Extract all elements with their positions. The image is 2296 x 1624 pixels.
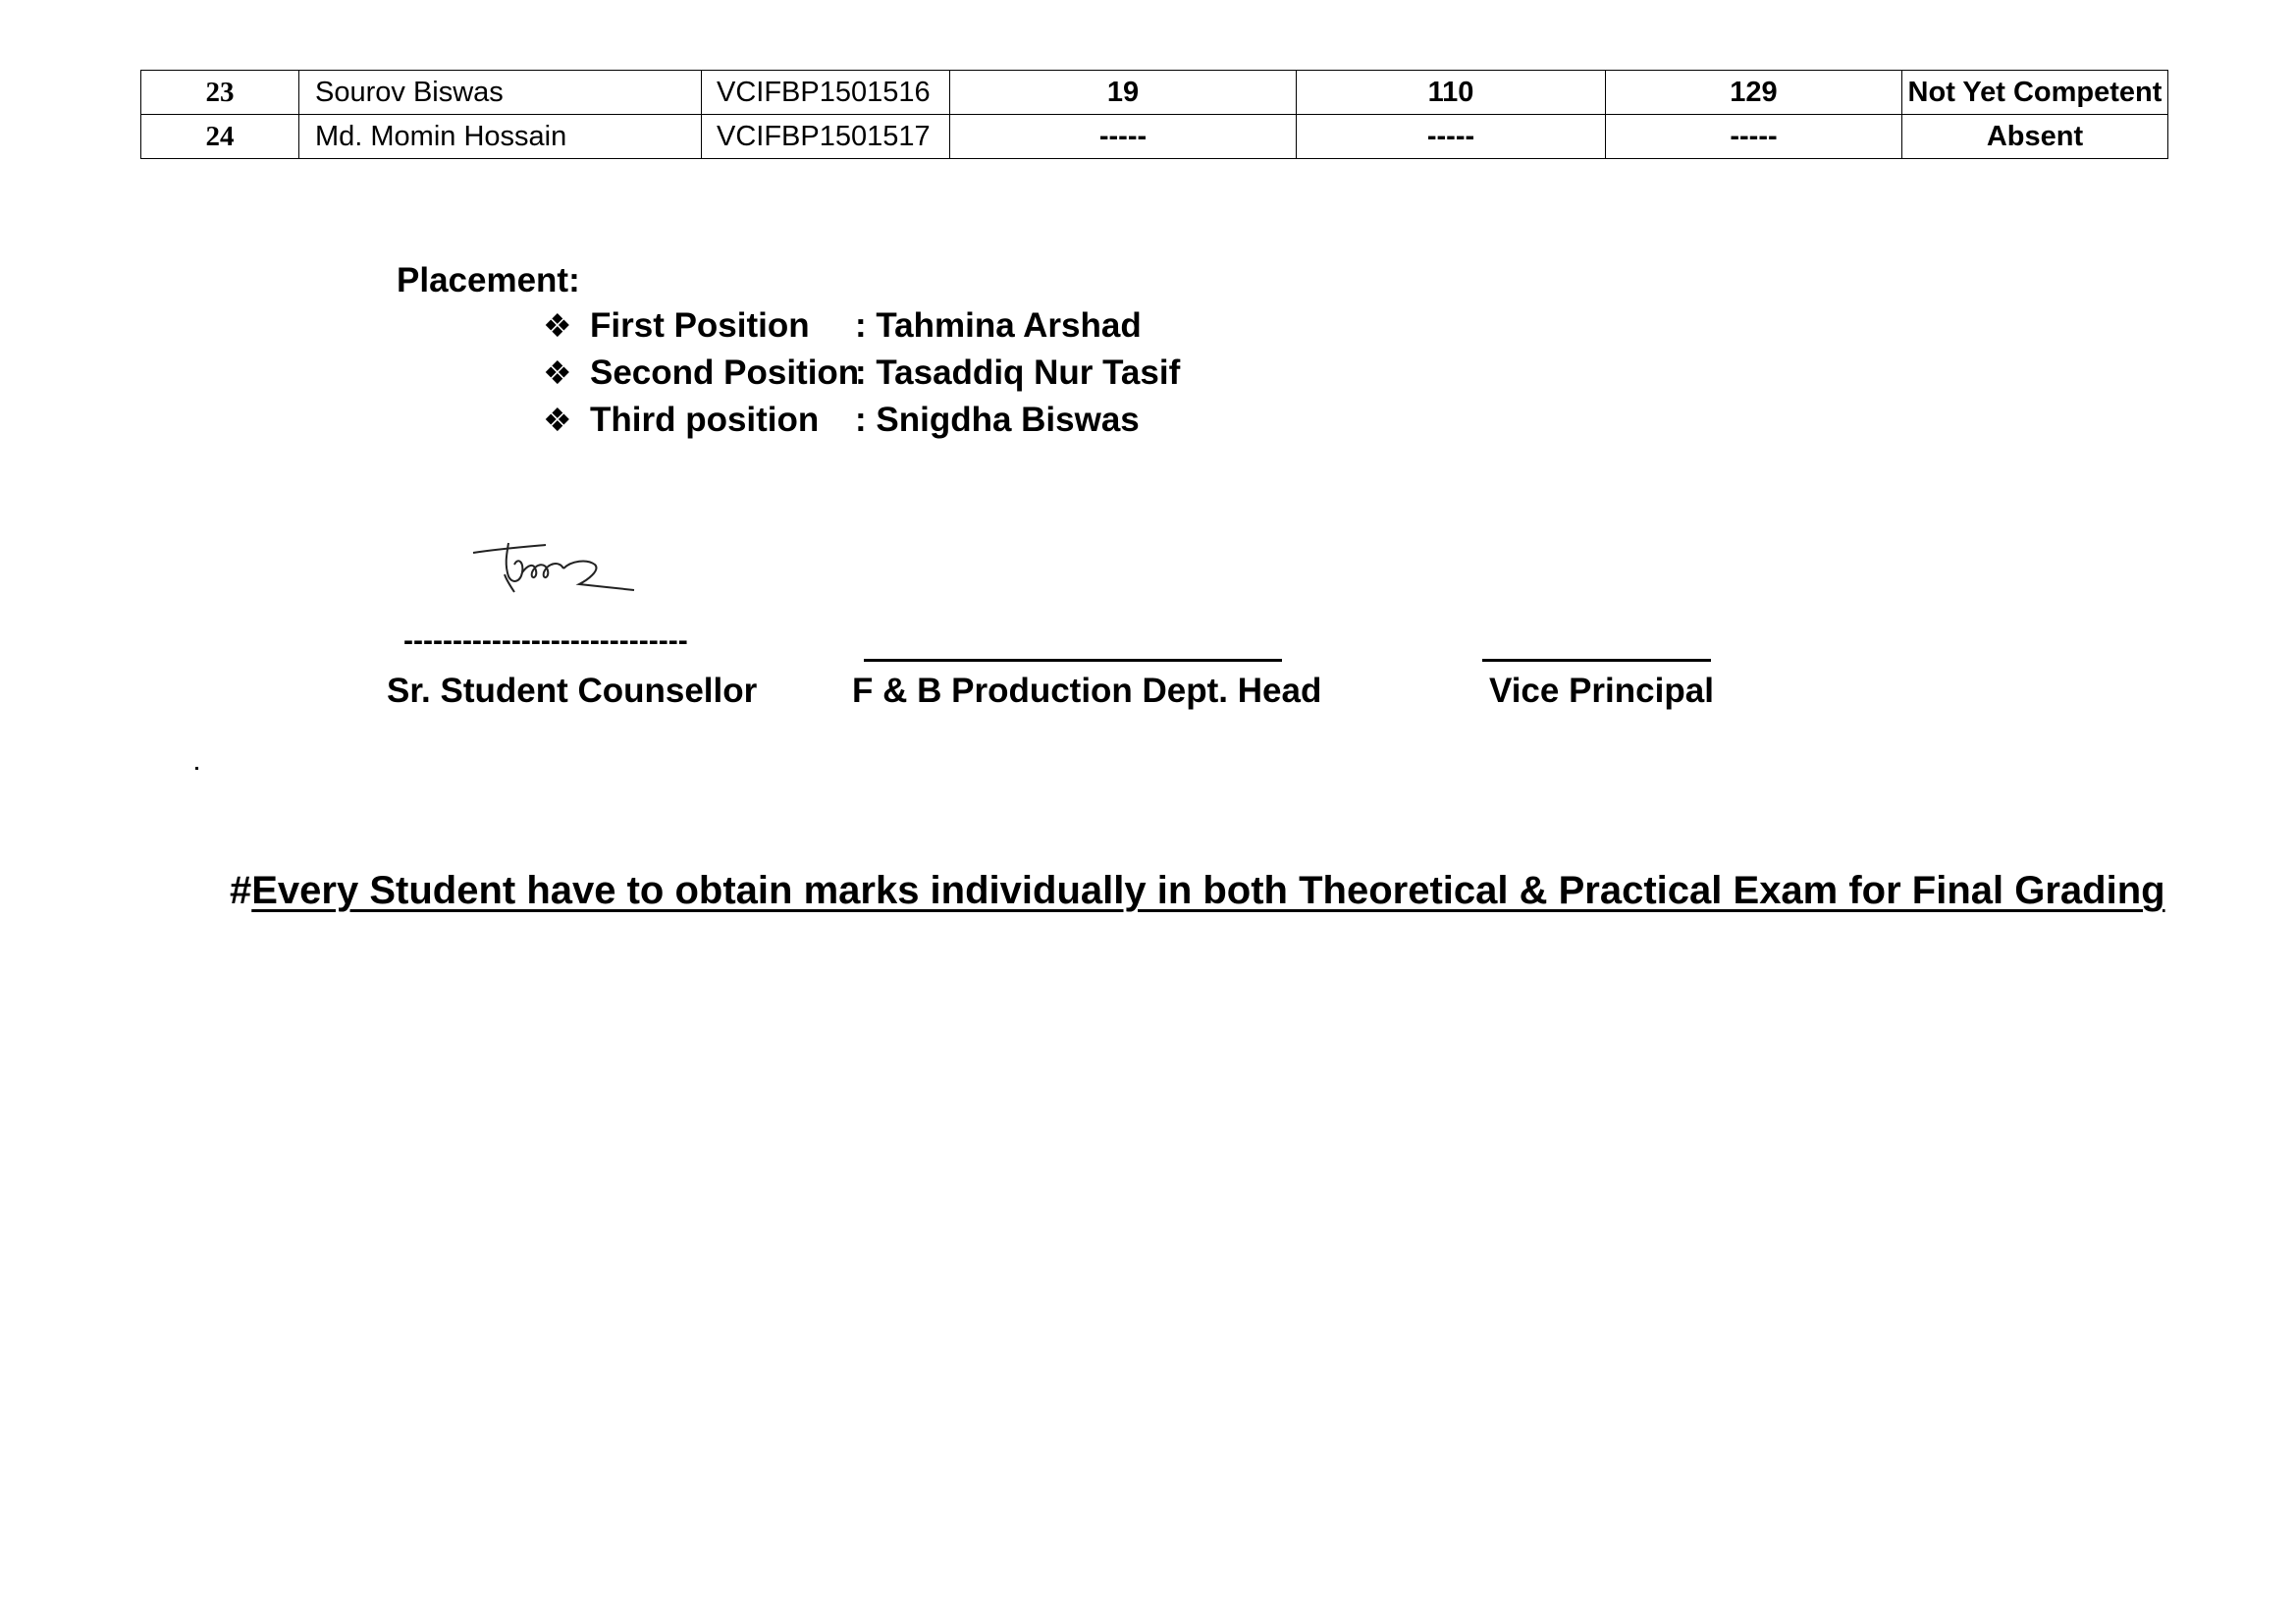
vice-principal-title: Vice Principal (1489, 672, 1714, 710)
table-row (141, 115, 2168, 159)
result-cell: Not Yet Competent (1902, 71, 2168, 115)
practical-marks-cell: ----- (1297, 115, 1606, 159)
diamond-bullet-icon: ❖ (543, 306, 572, 345)
theory-marks-cell: ----- (950, 115, 1297, 159)
grading-footnote (230, 869, 2165, 913)
dept-head-signature-line (864, 610, 1282, 662)
handwritten-signature (469, 535, 656, 604)
total-marks-cell: 129 (1606, 71, 1902, 115)
student-name-cell: Md. Momin Hossain (299, 115, 702, 159)
student-id-cell: VCIFBP1501517 (702, 115, 950, 159)
student-name-cell: Sourov Biswas (299, 71, 702, 115)
placement-heading: Placement: (397, 261, 580, 299)
placement-item-second (543, 353, 1180, 393)
position-label: Second Position (590, 353, 860, 392)
placement-item-third (543, 401, 1140, 440)
diamond-bullet-icon: ❖ (543, 401, 572, 439)
counsellor-title: Sr. Student Counsellor (387, 672, 758, 710)
stray-dot (195, 767, 198, 770)
result-cell: Absent (1902, 115, 2168, 159)
position-label: First Position (590, 306, 810, 345)
total-marks-cell: ----- (1606, 115, 1902, 159)
theory-marks-cell: 19 (950, 71, 1297, 115)
table-row (141, 71, 2168, 115)
practical-marks-cell: 110 (1297, 71, 1606, 115)
vice-principal-signature-line (1482, 610, 1711, 662)
student-id-cell: VCIFBP1501516 (702, 71, 950, 115)
position-label: Third position (590, 401, 820, 439)
serial-cell: 24 (141, 115, 299, 159)
placement-item-first (543, 306, 1142, 346)
serial-cell: 23 (141, 71, 299, 115)
position-value: : Tahmina Arshad (855, 306, 1142, 345)
diamond-bullet-icon: ❖ (543, 353, 572, 392)
position-value: : Tasaddiq Nur Tasif (855, 353, 1181, 392)
footnote-prefix: # (230, 869, 252, 912)
dept-head-title: F & B Production Dept. Head (852, 672, 1322, 710)
counsellor-signature-line: ----------------------------- (403, 624, 688, 657)
position-value: : Snigdha Biswas (855, 401, 1140, 439)
results-table (140, 70, 2168, 159)
footnote-text: Every Student have to obtain marks individually in both Theoretical & Practical Exam for Final Grading (251, 869, 2165, 912)
